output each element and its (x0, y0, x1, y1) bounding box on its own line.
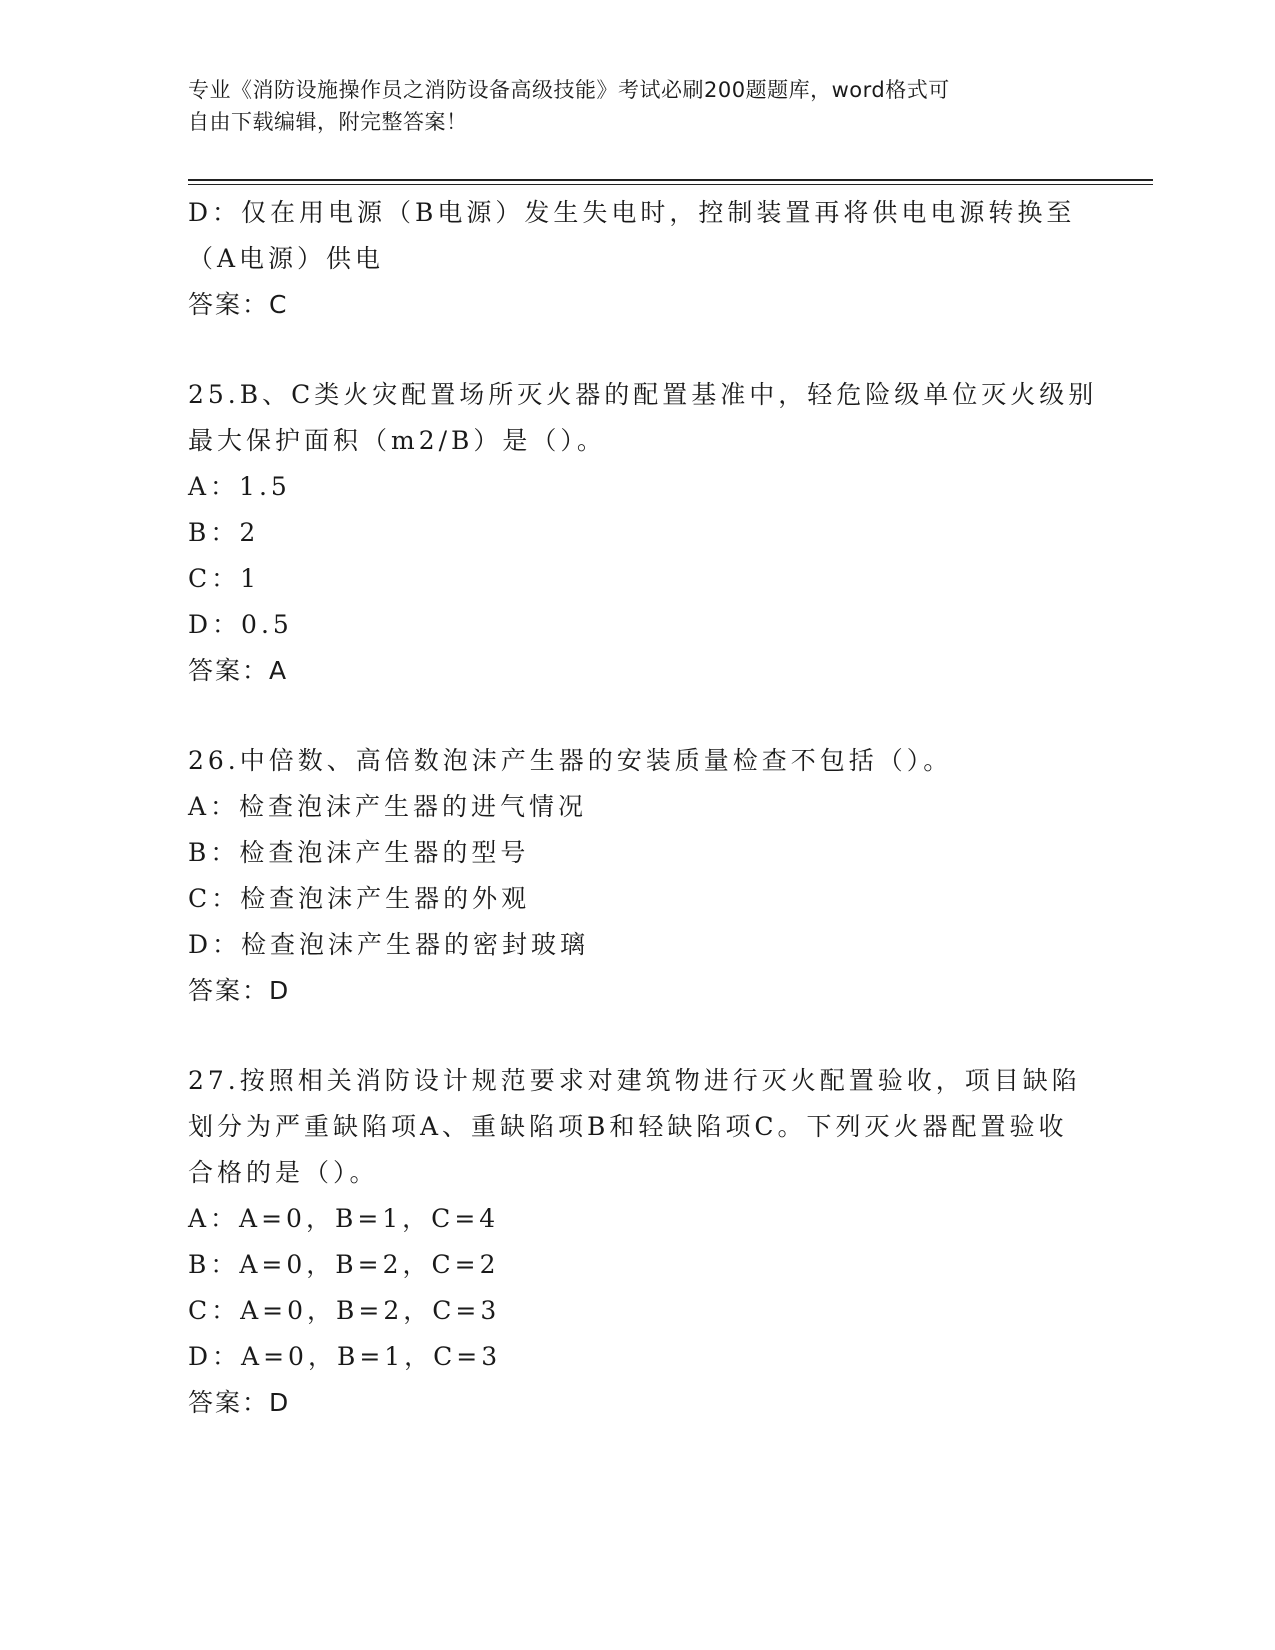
option-a: A：1.5 (188, 472, 291, 501)
header-line-2: 自由下载编辑，附完整答案！ (188, 110, 468, 134)
question-stem-line-2: 最大保护面积（m2/B）是（）。 (188, 426, 606, 455)
question-stem-line-1: 25.B、C类火灾配置场所灭火器的配置基准中，轻危险级单位灭火级别 (188, 380, 1098, 409)
header-rule-thick (188, 179, 1153, 181)
document-header (188, 74, 1088, 138)
option-d: D：A=0，B=1，C=3 (188, 1342, 502, 1371)
option-d: D：检查泡沫产生器的密封玻璃 (188, 930, 590, 959)
question-25 (188, 372, 1098, 694)
question-stem: 26.中倍数、高倍数泡沫产生器的安装质量检查不包括（）。 (188, 746, 953, 775)
option-a: A：A=0，B=1，C=4 (188, 1204, 500, 1233)
header-line-1: 专业《消防设施操作员之消防设备高级技能》考试必刷200题题库，word格式可 (188, 78, 950, 102)
header-rule-thin (188, 184, 1153, 185)
question-26 (188, 738, 1088, 1014)
option-d: D：0.5 (188, 610, 293, 639)
option-a: A：检查泡沫产生器的进气情况 (188, 792, 588, 821)
option-d-line-2: （A电源）供电 (188, 244, 385, 273)
option-d-line-1: D：仅在用电源（B电源）发生失电时，控制装置再将供电电源转换至 (188, 198, 1076, 227)
answer-line: 答案：D (188, 1388, 291, 1417)
question-24-tail (188, 190, 1088, 328)
option-b: B：2 (188, 518, 260, 547)
question-stem-line-3: 合格的是（）。 (188, 1158, 379, 1187)
option-b: B：A=0，B=2，C=2 (188, 1250, 500, 1279)
option-c: C：1 (188, 564, 261, 593)
answer-line: 答案：A (188, 656, 289, 685)
answer-line: 答案：D (188, 976, 291, 1005)
answer-line: 答案：C (188, 290, 289, 319)
question-27 (188, 1058, 1088, 1426)
question-stem-line-1: 27.按照相关消防设计规范要求对建筑物进行灭火配置验收，项目缺陷 (188, 1066, 1081, 1095)
option-c: C：检查泡沫产生器的外观 (188, 884, 531, 913)
question-stem-line-2: 划分为严重缺陷项A、重缺陷项B和轻缺陷项C。下列灭火器配置验收 (188, 1112, 1068, 1141)
option-b: B：检查泡沫产生器的型号 (188, 838, 530, 867)
document-body (188, 190, 1098, 1470)
option-c: C：A=0，B=2，C=3 (188, 1296, 501, 1325)
